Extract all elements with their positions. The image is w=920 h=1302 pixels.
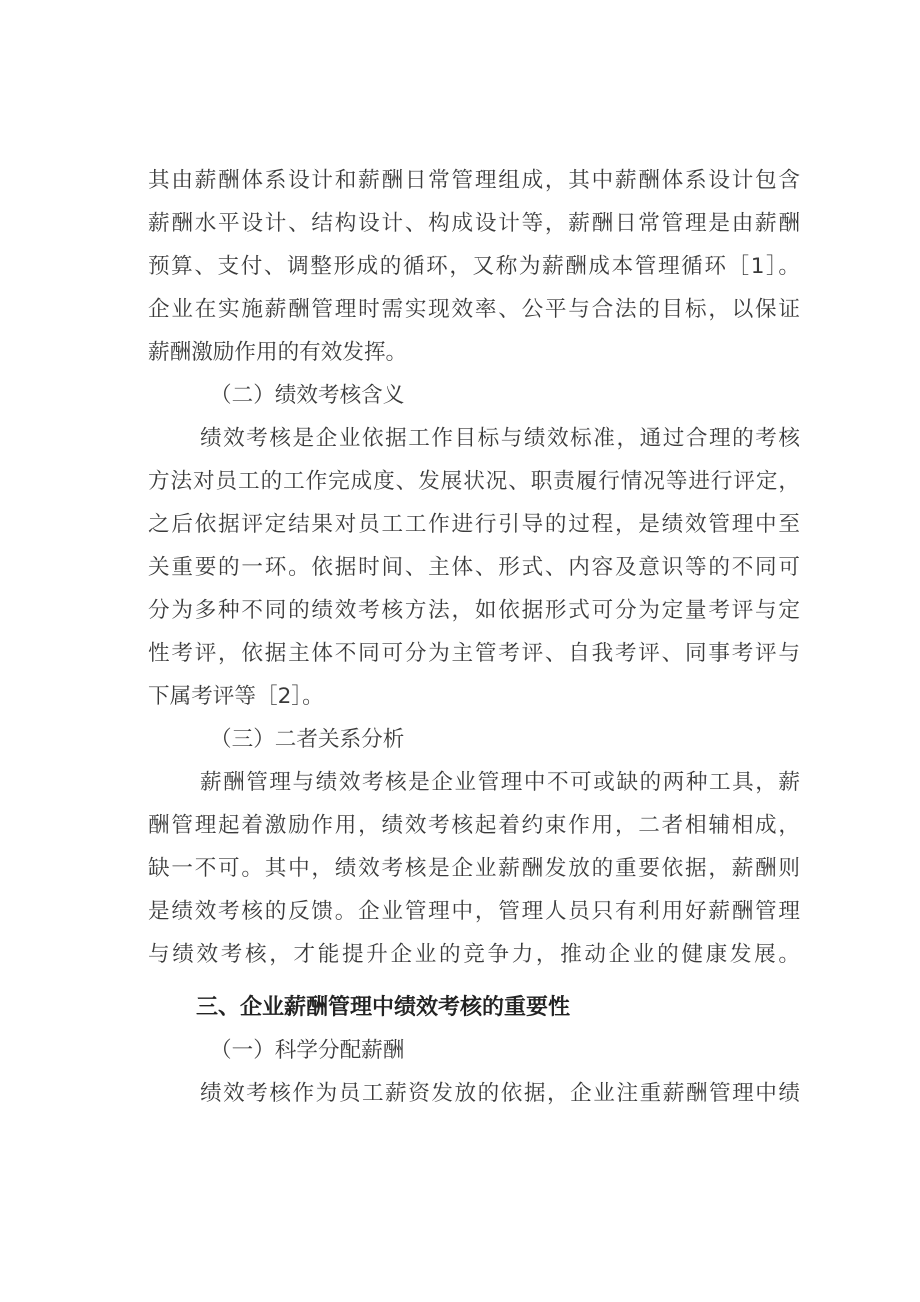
subsection-heading: （二）绩效考核含义 (210, 383, 405, 408)
paragraph-line: 绩效考核作为员工薪资发放的依据，企业注重薪酬管理中绩 (200, 1081, 800, 1106)
paragraph-line: 是绩效考核的反馈。企业管理中，管理人员只有利用好薪酬管理 (148, 899, 800, 924)
subsection-heading: （三）二者关系分析 (210, 727, 405, 752)
paragraph-line: 方法对员工的工作完成度、发展状况、职责履行情况等进行评定， (148, 469, 800, 494)
paragraph-line: 预算、支付、调整形成的循环，又称为薪酬成本管理循环［1］。 (148, 254, 800, 279)
paragraph-line: 下属考评等［2］。 (148, 684, 324, 709)
paragraph-line: 薪酬激励作用的有效发挥。 (148, 340, 408, 365)
paragraph-line: 绩效考核是企业依据工作目标与绩效标准，通过合理的考核 (200, 426, 800, 451)
paragraph-line: 企业在实施薪酬管理时需实现效率、公平与合法的目标，以保证 (148, 297, 800, 322)
paragraph-line: 性考评，依据主体不同可分为主管考评、自我考评、同事考评与 (148, 641, 800, 666)
section-heading: 三、企业薪酬管理中绩效考核的重要性 (196, 995, 571, 1020)
subsection-heading: （一）科学分配薪酬 (210, 1038, 405, 1063)
paragraph-line: 其由薪酬体系设计和薪酬日常管理组成，其中薪酬体系设计包含 (148, 168, 800, 193)
paragraph-line: 与绩效考核，才能提升企业的竞争力，推动企业的健康发展。 (148, 942, 800, 967)
paragraph-line: 关重要的一环。依据时间、主体、形式、内容及意识等的不同可 (148, 555, 800, 580)
paragraph-line: 酬管理起着激励作用，绩效考核起着约束作用，二者相辅相成， (148, 813, 800, 838)
paragraph-line: 之后依据评定结果对员工工作进行引导的过程，是绩效管理中至 (148, 512, 800, 537)
paragraph-line: 薪酬管理与绩效考核是企业管理中不可或缺的两种工具，薪 (200, 770, 800, 795)
paragraph-line: 缺一不可。其中，绩效考核是企业薪酬发放的重要依据，薪酬则 (148, 856, 800, 881)
paragraph-line: 薪酬水平设计、结构设计、构成设计等，薪酬日常管理是由薪酬 (148, 211, 800, 236)
paragraph-line: 分为多种不同的绩效考核方法，如依据形式可分为定量考评与定 (148, 598, 800, 623)
